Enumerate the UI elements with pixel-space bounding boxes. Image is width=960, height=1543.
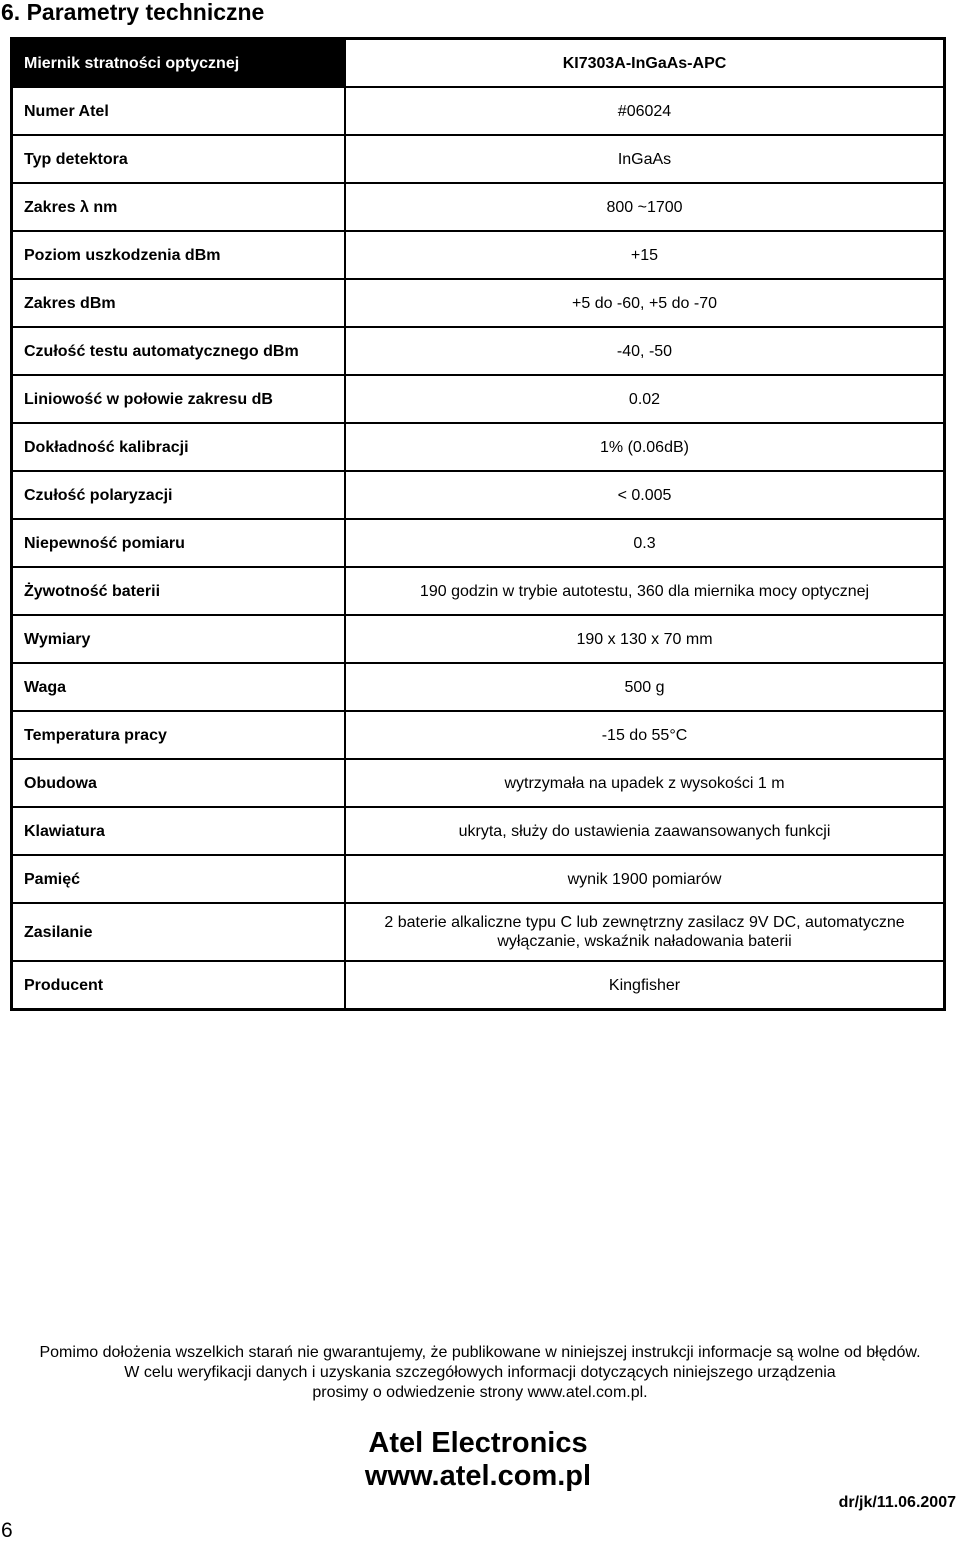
spec-label: Czułość polaryzacji (12, 471, 346, 519)
spec-value: #06024 (345, 87, 945, 135)
spec-row (12, 471, 945, 519)
spec-value: 190 godzin w trybie autotestu, 360 dla miernika mocy optycznej (345, 567, 945, 615)
spec-value: 190 x 130 x 70 mm (345, 615, 945, 663)
spec-row (12, 711, 945, 759)
spec-row (12, 135, 945, 183)
company-block (280, 1427, 676, 1493)
spec-label: Temperatura pracy (12, 711, 346, 759)
spec-label: Żywotność baterii (12, 567, 346, 615)
spec-value: 1% (0.06dB) (345, 423, 945, 471)
spec-label: Obudowa (12, 759, 346, 807)
spec-value: 2 baterie alkaliczne typu C lub zewnętrzny zasilacz 9V DC, automatyczne wyłączanie, wskaźnik naładowania baterii (345, 903, 945, 961)
spec-label: Producent (12, 961, 346, 1010)
document-code: dr/jk/11.06.2007 (838, 1494, 956, 1511)
spec-label: Liniowość w połowie zakresu dB (12, 375, 346, 423)
spec-row (12, 663, 945, 711)
spec-row (12, 759, 945, 807)
disclaimer-line: prosimy o odwiedzenie strony www.atel.com.pl. (312, 1384, 648, 1401)
spec-row (12, 807, 945, 855)
spec-row (12, 615, 945, 663)
spec-label: Czułość testu automatycznego dBm (12, 327, 346, 375)
spec-label: Poziom uszkodzenia dBm (12, 231, 346, 279)
spec-row (12, 375, 945, 423)
spec-table-header-row (12, 39, 945, 88)
spec-label: Dokładność kalibracji (12, 423, 346, 471)
spec-label: Wymiary (12, 615, 346, 663)
spec-value: +15 (345, 231, 945, 279)
spec-row (12, 423, 945, 471)
spec-label: Typ detektora (12, 135, 346, 183)
spec-value: -15 do 55°C (345, 711, 945, 759)
spec-value: 0.02 (345, 375, 945, 423)
spec-row (12, 327, 945, 375)
spec-value: 500 g (345, 663, 945, 711)
disclaimer-line: Pomimo dołożenia wszelkich starań nie gwarantujemy, że publikowane w niniejszej instrukcji informacje są wolne od błędów. (39, 1344, 921, 1361)
spec-value: ukryta, służy do ustawienia zaawansowanych funkcji (345, 807, 945, 855)
spec-value: +5 do -60, +5 do -70 (345, 279, 945, 327)
page-number: 6 (1, 1519, 13, 1542)
spec-row (12, 567, 945, 615)
spec-label: Klawiatura (12, 807, 346, 855)
spec-label: Zakres dBm (12, 279, 346, 327)
spec-value: Kingfisher (345, 961, 945, 1010)
spec-label: Zasilanie (12, 903, 346, 961)
spec-label: Pamięć (12, 855, 346, 903)
spec-row (12, 183, 945, 231)
spec-header-value: KI7303A-InGaAs-APC (345, 39, 945, 88)
company-website: www.atel.com.pl (364, 1460, 592, 1492)
spec-row (12, 903, 945, 961)
spec-label: Waga (12, 663, 346, 711)
spec-value: 0.3 (345, 519, 945, 567)
spec-row (12, 961, 945, 1010)
spec-row (12, 279, 945, 327)
spec-row (12, 855, 945, 903)
spec-header-label: Miernik stratności optycznej (12, 39, 346, 88)
spec-table (10, 37, 946, 1011)
disclaimer-line: W celu weryfikacji danych i uzyskania szczegółowych informacji dotyczących niniejszego urządzenia (124, 1364, 836, 1381)
spec-label: Zakres λ nm (12, 183, 346, 231)
spec-value: wytrzymała na upadek z wysokości 1 m (345, 759, 945, 807)
spec-value: InGaAs (345, 135, 945, 183)
spec-label: Numer Atel (12, 87, 346, 135)
spec-table-body (12, 39, 945, 1010)
spec-row (12, 231, 945, 279)
spec-value: -40, -50 (345, 327, 945, 375)
spec-row (12, 519, 945, 567)
company-name: Atel Electronics (368, 1427, 588, 1459)
page-title: 6. Parametry techniczne (1, 0, 265, 25)
spec-label: Niepewność pomiaru (12, 519, 346, 567)
spec-value: wynik 1900 pomiarów (345, 855, 945, 903)
spec-row (12, 87, 945, 135)
disclaimer (0, 1343, 960, 1403)
spec-value: < 0.005 (345, 471, 945, 519)
spec-value: 800 ~1700 (345, 183, 945, 231)
